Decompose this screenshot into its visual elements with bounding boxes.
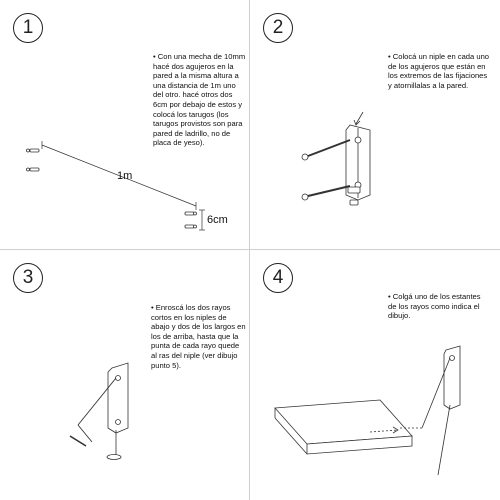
step-4-panel	[250, 250, 499, 499]
step-2-panel	[250, 0, 499, 249]
step-number: 4	[263, 263, 293, 293]
step-number: 1	[13, 13, 43, 43]
step-instructions: • Colocá un niple en cada uno de los agujeros que están en los extremos de las fijaciones y atornillalas a la pared.	[388, 52, 490, 90]
step-number: 2	[263, 13, 293, 43]
step-3-panel	[0, 250, 249, 499]
step-instructions: • Enroscá los dos rayos cortos en los niples de abajo y dos de los largos en los de arriba, hasta que la punta de cada rayo quede al ras del niple (ver dibujo punto 5).	[151, 303, 246, 370]
dimension-1m: 1m	[117, 170, 133, 182]
step-instructions: • Colgá uno de los estantes de los rayos como indica el dibujo.	[388, 292, 481, 321]
step-1-panel	[0, 0, 249, 249]
plug-icon	[27, 149, 197, 228]
step-number: 3	[13, 263, 43, 293]
dimension-6cm: 6cm	[207, 214, 228, 226]
step-instructions: • Con una mecha de 10mm hacé dos agujeros en la pared a la misma altura a una distancia de 1m uno del otro. hacé otros dos 6cm por debajo de estos y colocá los tarugos (los tarugos provistos son para pared de ladrillo, no de placa de yeso).	[153, 52, 246, 148]
